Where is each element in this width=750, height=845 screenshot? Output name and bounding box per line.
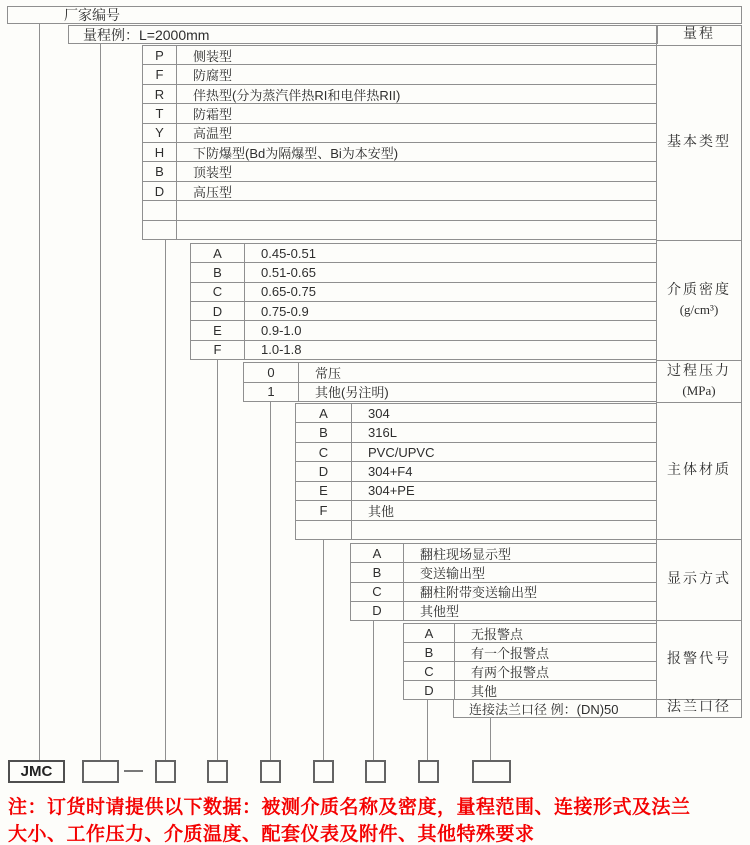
option-description: 变送输出型 — [420, 565, 486, 581]
category-label — [657, 360, 741, 402]
option-row-basic — [143, 123, 656, 142]
selector-group-display — [350, 543, 657, 621]
option-code: D — [351, 602, 404, 620]
option-description: 下防爆型(Bd为隔爆型、Bi为本安型) — [193, 145, 399, 161]
option-description: 其他(另注明) — [315, 385, 389, 401]
selector-group-alarm — [403, 623, 657, 700]
option-description: 304+F4 — [368, 463, 413, 479]
model-code-box — [313, 760, 334, 783]
option-code — [296, 521, 352, 539]
option-code: D — [143, 182, 177, 200]
option-description: 0.9-1.0 — [261, 322, 302, 338]
category-label-text: 法兰口径 — [667, 700, 731, 716]
option-description — [177, 221, 656, 239]
connector-line — [165, 240, 166, 761]
option-code: D — [191, 302, 245, 320]
option-code: E — [296, 482, 352, 500]
option-description: 316L — [368, 425, 397, 441]
category-label-unit: (g/cm³) — [679, 302, 719, 318]
option-description — [177, 201, 656, 219]
option-description: 侧装型 — [193, 48, 233, 64]
option-code: P — [143, 46, 177, 64]
option-code: F — [191, 341, 245, 359]
option-code: B — [143, 162, 177, 180]
range-example-row — [68, 25, 658, 44]
option-description: 防霜型 — [193, 106, 233, 122]
option-row-density — [191, 320, 656, 339]
option-row-basic — [143, 142, 656, 161]
category-label — [657, 402, 741, 540]
option-code: A — [404, 624, 455, 642]
option-description: 0.45-0.51 — [261, 245, 316, 261]
option-code: C — [351, 583, 404, 601]
category-label — [657, 240, 741, 360]
option-code: D — [296, 462, 352, 480]
option-code — [143, 221, 177, 239]
option-code — [143, 201, 177, 219]
option-code: Y — [143, 124, 177, 142]
model-code-box — [207, 760, 228, 783]
category-label — [657, 539, 741, 620]
option-code: T — [143, 104, 177, 122]
option-description: 有两个报警点 — [471, 664, 550, 680]
option-row-alarm — [404, 661, 656, 680]
category-label — [657, 45, 741, 240]
option-description: 0.65-0.75 — [261, 284, 316, 300]
factory-number-label: 厂家编号 — [64, 7, 120, 23]
model-code-box — [472, 760, 511, 783]
category-label-text: 量程 — [683, 27, 715, 43]
model-code-box — [260, 760, 281, 783]
option-code: B — [351, 563, 404, 581]
category-label-text: 显示方式 — [667, 571, 731, 587]
option-row-display — [351, 582, 656, 601]
option-row-alarm — [404, 642, 656, 661]
connector-line — [39, 24, 40, 761]
selector-group-basic — [142, 45, 657, 240]
connector-line — [427, 700, 428, 761]
option-row-material — [296, 481, 656, 500]
option-row-display — [351, 601, 656, 620]
connector-line — [270, 402, 271, 761]
selector-group-density — [190, 243, 657, 360]
option-description — [352, 521, 656, 539]
option-description: 无报警点 — [471, 626, 524, 642]
category-label-column — [656, 25, 742, 718]
selector-group-material — [295, 403, 657, 540]
option-code: B — [191, 263, 245, 281]
category-label — [657, 620, 741, 699]
option-description: 其他型 — [420, 604, 460, 620]
category-label — [657, 26, 741, 45]
option-row-basic — [143, 181, 656, 200]
option-row-basic — [143, 103, 656, 122]
option-description: 304 — [368, 405, 390, 421]
ordering-note-line2: 大小、工作压力、介质温度、配套仪表及附件、其他特殊要求 — [8, 824, 535, 845]
option-description: 高温型 — [193, 126, 233, 142]
option-code: F — [143, 65, 177, 83]
category-label-text: 介质密度 — [667, 283, 731, 299]
category-label-unit: (MPa) — [682, 383, 716, 399]
option-description: 1.0-1.8 — [261, 342, 302, 358]
ordering-note — [8, 794, 691, 845]
option-description: 其他 — [471, 683, 498, 699]
option-description: 防腐型 — [193, 68, 233, 84]
option-description: 0.75-0.9 — [261, 303, 309, 319]
option-code: B — [404, 643, 455, 661]
factory-number-row — [7, 6, 742, 24]
option-description: 304+PE — [368, 483, 415, 499]
range-example-label: 量程例：L=2000mm — [83, 26, 210, 43]
option-code: H — [143, 143, 177, 161]
option-code: R — [143, 85, 177, 103]
ordering-note-line1: 注：订货时请提供以下数据：被测介质名称及密度，量程范围、连接形式及法兰 — [8, 797, 691, 818]
option-code: A — [296, 404, 352, 422]
option-code: C — [404, 662, 455, 680]
option-row-alarm — [404, 680, 656, 699]
model-code-box — [155, 760, 176, 783]
option-description: 翻柱附带变送输出型 — [420, 585, 538, 601]
model-code-box — [418, 760, 439, 783]
option-row-pressure — [244, 363, 656, 382]
option-code: F — [296, 501, 352, 519]
option-row-basic — [143, 46, 656, 64]
option-row-material — [296, 461, 656, 480]
connector-line — [490, 718, 491, 761]
option-row-material — [296, 520, 656, 539]
option-description: 伴热型(分为蒸汽伴热RI和电伴热RII) — [193, 87, 401, 103]
category-label-text: 报警代号 — [667, 651, 731, 667]
option-row-basic — [143, 161, 656, 180]
option-code: C — [191, 283, 245, 301]
model-code-box — [365, 760, 386, 783]
option-description: 0.51-0.65 — [261, 264, 316, 280]
category-label-text: 主体材质 — [667, 462, 731, 478]
selector-group-pressure — [243, 362, 657, 402]
option-description: 有一个报警点 — [471, 645, 550, 661]
option-row-pressure — [244, 382, 656, 402]
option-code: E — [191, 321, 245, 339]
option-row-basic — [143, 200, 656, 219]
connector-line — [373, 621, 374, 761]
option-row-alarm — [404, 624, 656, 642]
option-code: D — [404, 681, 455, 699]
category-label — [657, 699, 741, 717]
option-row-basic — [143, 64, 656, 83]
model-code-box — [82, 760, 119, 783]
option-description: 顶装型 — [193, 165, 233, 181]
flange-size-label: 连接法兰口径 例：(DN)50 — [469, 702, 619, 717]
option-description: 翻柱现场显示型 — [420, 546, 512, 562]
option-row-material — [296, 404, 656, 422]
connector-line — [100, 44, 101, 761]
connector-line — [217, 360, 218, 761]
category-label-text: 基本类型 — [667, 134, 731, 150]
option-row-display — [351, 544, 656, 562]
option-code: B — [296, 423, 352, 441]
option-row-material — [296, 442, 656, 461]
option-description: 常压 — [315, 365, 342, 381]
option-description: PVC/UPVC — [368, 444, 435, 460]
option-code: A — [351, 544, 404, 562]
category-label-text: 过程压力 — [667, 364, 731, 380]
option-row-density — [191, 244, 656, 262]
option-row-basic — [143, 220, 656, 239]
option-code: A — [191, 244, 245, 262]
option-code: 0 — [244, 363, 299, 382]
option-row-display — [351, 562, 656, 581]
option-row-material — [296, 422, 656, 441]
option-description: 高压型 — [193, 184, 233, 200]
option-row-material — [296, 500, 656, 519]
option-row-density — [191, 262, 656, 281]
option-row-density — [191, 301, 656, 320]
connector-line — [323, 540, 324, 761]
flange-size-row — [453, 699, 657, 718]
model-code-separator — [124, 770, 143, 772]
option-code: C — [296, 443, 352, 461]
option-row-density — [191, 282, 656, 301]
option-row-basic — [143, 84, 656, 103]
option-description: 其他 — [368, 503, 395, 519]
option-row-density — [191, 340, 656, 359]
option-code: 1 — [244, 383, 299, 402]
model-prefix-box: JMC — [8, 760, 65, 783]
